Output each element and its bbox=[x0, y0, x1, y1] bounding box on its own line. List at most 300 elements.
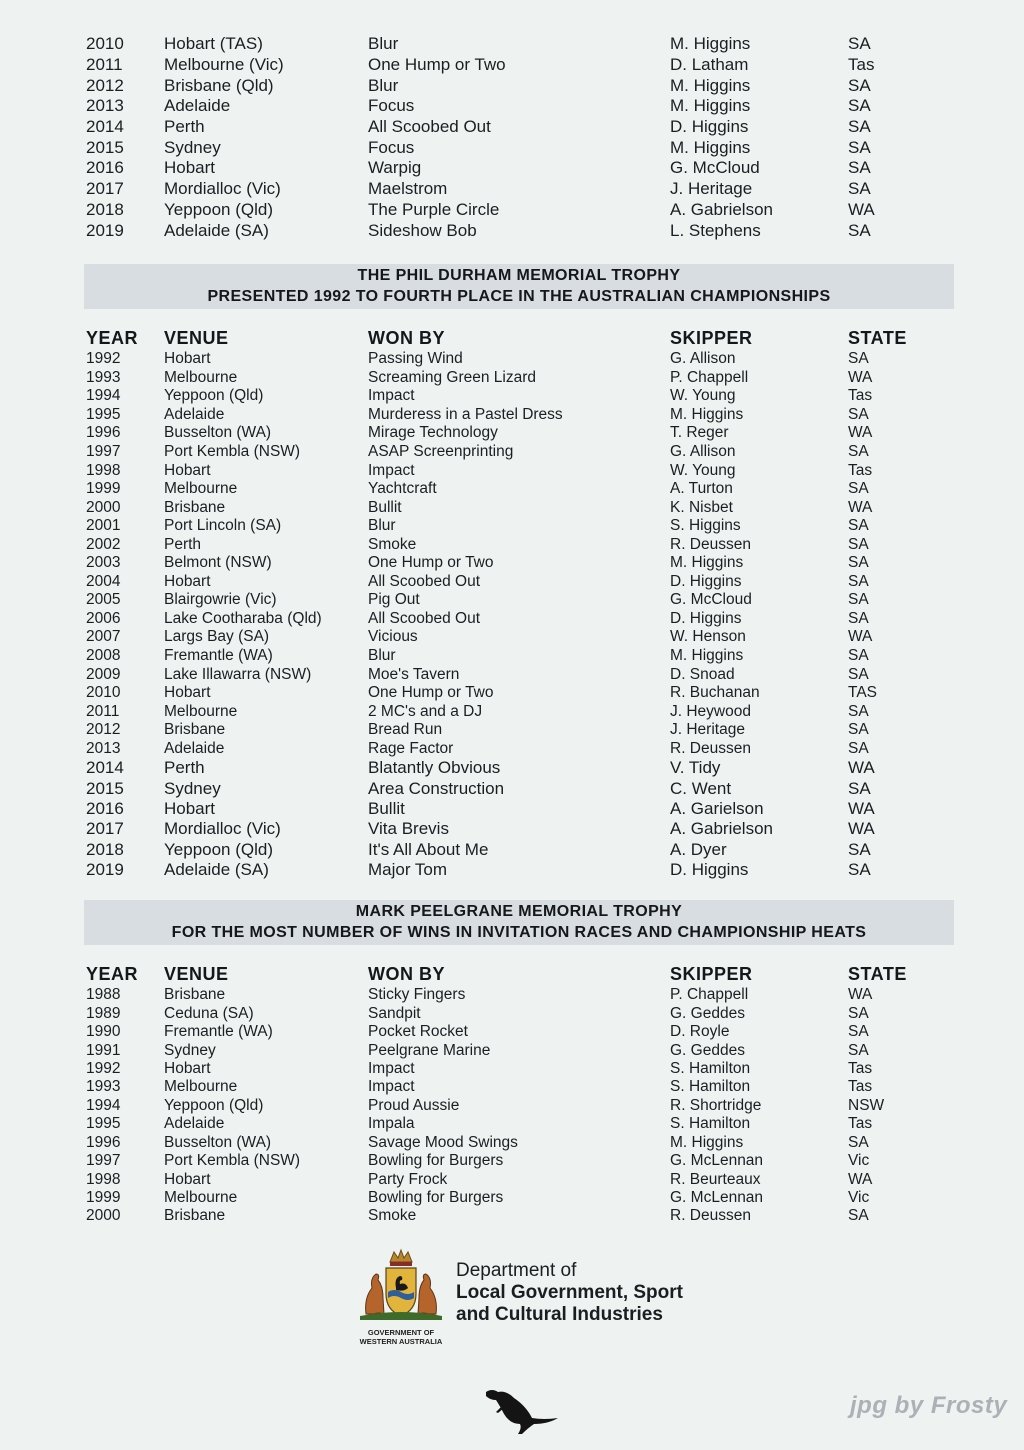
cell-skipper: R. Beurteaux bbox=[670, 1170, 761, 1188]
cell-state: SA bbox=[848, 739, 869, 757]
cell-skipper: L. Stephens bbox=[670, 220, 761, 240]
cell-skipper: R. Deussen bbox=[670, 1207, 751, 1225]
cell-skipper: S. Hamilton bbox=[670, 1059, 751, 1077]
cell-won-by: Blatantly Obvious bbox=[368, 758, 501, 778]
cell-skipper: C. Went bbox=[670, 778, 732, 798]
cell-won-by: Maelstrom bbox=[368, 179, 448, 199]
cell-year: 2002 bbox=[86, 535, 121, 553]
cell-won-by: Sideshow Bob bbox=[368, 220, 477, 240]
cell-year: 2016 bbox=[86, 158, 124, 178]
cell-won-by: Peelgrane Marine bbox=[368, 1041, 491, 1059]
cell-state: SA bbox=[848, 721, 869, 739]
cell-year: 1995 bbox=[86, 405, 121, 423]
header-state: STATE bbox=[848, 327, 907, 348]
cell-venue: Sydney bbox=[164, 1041, 216, 1059]
cell-skipper: R. Shortridge bbox=[670, 1096, 762, 1114]
table-row bbox=[84, 573, 926, 592]
cell-won-by: Impact bbox=[368, 387, 415, 405]
kangaroo-icon bbox=[482, 1384, 562, 1436]
cell-state: Tas bbox=[848, 1115, 873, 1133]
cell-year: 1994 bbox=[86, 1096, 121, 1114]
cell-state: SA bbox=[848, 1041, 869, 1059]
cell-state: WA bbox=[848, 368, 873, 386]
department-footer bbox=[350, 1248, 750, 1348]
cell-won-by: Major Tom bbox=[368, 860, 448, 880]
cell-year: 1999 bbox=[86, 1189, 121, 1207]
cell-state: WA bbox=[848, 819, 875, 839]
cell-year: 1997 bbox=[86, 443, 121, 460]
cell-state: SA bbox=[848, 665, 869, 683]
cell-won-by: Blur bbox=[368, 34, 399, 54]
table-row bbox=[84, 369, 926, 388]
cell-year: 2017 bbox=[86, 179, 124, 199]
cell-venue: Sydney bbox=[164, 137, 221, 157]
cell-venue: Fremantle (WA) bbox=[164, 647, 273, 665]
cell-venue: Adelaide bbox=[164, 739, 225, 757]
cell-year: 2000 bbox=[86, 498, 121, 516]
phil-durham-table-body bbox=[84, 350, 926, 880]
cell-state: SA bbox=[848, 1023, 869, 1041]
cell-venue: Hobart bbox=[164, 1170, 211, 1188]
cell-state: SA bbox=[848, 778, 871, 798]
table-row bbox=[84, 778, 926, 798]
phil-durham-trophy-banner bbox=[84, 264, 954, 309]
table-row bbox=[84, 1170, 926, 1188]
cell-won-by: Smoke bbox=[368, 1207, 417, 1225]
cell-won-by: Area Construction bbox=[368, 778, 505, 798]
cell-venue: Brisbane (Qld) bbox=[164, 75, 274, 95]
cell-state: WA bbox=[848, 758, 875, 778]
cell-skipper: A. Gabrielson bbox=[670, 819, 773, 839]
cell-venue: Brisbane bbox=[164, 1207, 226, 1225]
table-row bbox=[84, 137, 926, 158]
cell-year: 1988 bbox=[86, 986, 121, 1004]
cell-venue: Busselton (WA) bbox=[164, 424, 272, 442]
cell-year: 1993 bbox=[86, 1078, 121, 1096]
cell-venue: Blairgowrie (Vic) bbox=[164, 591, 277, 609]
cell-state: SA bbox=[848, 517, 869, 535]
cell-venue: Brisbane bbox=[164, 721, 226, 739]
photo-credit-watermark: jpg by Frosty bbox=[850, 1392, 1008, 1419]
cell-state: SA bbox=[848, 480, 869, 498]
cell-year: 2011 bbox=[86, 55, 123, 75]
cell-year: 1992 bbox=[86, 350, 121, 368]
header-skipper: SKIPPER bbox=[670, 327, 753, 348]
cell-year: 1992 bbox=[86, 1059, 121, 1077]
cell-won-by: Bowling for Burgers bbox=[368, 1152, 504, 1170]
cell-won-by: 2 MC's and a DJ bbox=[368, 702, 483, 720]
table-row bbox=[84, 424, 926, 443]
cell-venue: Hobart bbox=[164, 350, 211, 368]
cell-year: 2009 bbox=[86, 665, 121, 683]
cell-venue: Brisbane bbox=[164, 498, 226, 516]
table-row bbox=[84, 179, 926, 200]
table-row bbox=[84, 628, 926, 647]
cell-year: 2016 bbox=[86, 799, 124, 818]
table-row bbox=[84, 721, 926, 740]
table-header-row bbox=[84, 326, 926, 350]
header-skipper: SKIPPER bbox=[670, 963, 753, 984]
mark-peelgrane-trophy-banner bbox=[84, 900, 954, 945]
cell-year: 1995 bbox=[86, 1115, 121, 1133]
table-row bbox=[84, 1023, 926, 1041]
cell-venue: Melbourne (Vic) bbox=[164, 55, 284, 75]
cell-venue: Yeppoon (Qld) bbox=[164, 387, 264, 405]
cell-skipper: J. Heritage bbox=[670, 179, 753, 199]
cell-state: SA bbox=[848, 554, 869, 572]
cell-venue: Perth bbox=[164, 758, 205, 778]
table-row bbox=[84, 739, 926, 758]
department-name-line-2: Local Government, Sport bbox=[456, 1282, 683, 1303]
cell-venue: Largs Bay (SA) bbox=[164, 628, 270, 646]
cell-skipper: G. Geddes bbox=[670, 1041, 745, 1059]
cell-year: 2001 bbox=[86, 517, 121, 535]
cell-state: SA bbox=[848, 839, 871, 859]
cell-venue: Yeppoon (Qld) bbox=[164, 839, 274, 859]
cell-skipper: M. Higgins bbox=[670, 137, 751, 157]
cell-skipper: W. Henson bbox=[670, 628, 746, 646]
cell-won-by: Pig Out bbox=[368, 591, 420, 609]
cell-won-by: Rage Factor bbox=[368, 739, 454, 757]
cell-won-by: Blur bbox=[368, 647, 396, 665]
table-row bbox=[84, 117, 926, 138]
table-row bbox=[84, 1115, 926, 1133]
cell-skipper: T. Reger bbox=[670, 424, 729, 442]
cell-won-by: Passing Wind bbox=[368, 350, 463, 368]
results-table-continued-body bbox=[84, 34, 926, 241]
table-row bbox=[84, 158, 926, 179]
cell-venue: Yeppoon (Qld) bbox=[164, 1096, 264, 1114]
cell-skipper: D. Higgins bbox=[670, 572, 742, 590]
cell-state: SA bbox=[848, 591, 869, 609]
table-row bbox=[84, 1060, 926, 1078]
cell-year: 1994 bbox=[86, 387, 121, 405]
cell-venue: Ceduna (SA) bbox=[164, 1004, 254, 1022]
header-venue: VENUE bbox=[164, 327, 229, 348]
crest-caption bbox=[350, 1328, 452, 1346]
cell-skipper: G. Geddes bbox=[670, 1004, 745, 1022]
cell-state: WA bbox=[848, 799, 875, 818]
cell-skipper: K. Nisbet bbox=[670, 498, 733, 516]
table-row bbox=[84, 498, 926, 517]
cell-won-by: Warpig bbox=[368, 158, 422, 178]
cell-year: 2014 bbox=[86, 758, 124, 778]
cell-year: 1998 bbox=[86, 1170, 121, 1188]
cell-won-by: Yachtcraft bbox=[368, 480, 437, 498]
cell-won-by: Savage Mood Swings bbox=[368, 1133, 518, 1151]
table-row bbox=[84, 1078, 926, 1096]
cell-won-by: Impact bbox=[368, 461, 415, 479]
cell-venue: Lake Cootharaba (Qld) bbox=[164, 609, 322, 627]
cell-state: SA bbox=[848, 609, 869, 627]
cell-won-by: One Hump or Two bbox=[368, 554, 494, 572]
cell-won-by: Smoke bbox=[368, 535, 417, 553]
cell-year: 1996 bbox=[86, 1133, 121, 1151]
table-row bbox=[84, 1004, 926, 1022]
cell-skipper: D. Higgins bbox=[670, 860, 749, 880]
cell-year: 1990 bbox=[86, 1023, 121, 1041]
table-row bbox=[84, 610, 926, 629]
cell-skipper: R. Deussen bbox=[670, 739, 751, 757]
cell-venue: Adelaide (SA) bbox=[164, 220, 269, 240]
table-row bbox=[84, 480, 926, 499]
cell-skipper: G. McCloud bbox=[670, 158, 760, 178]
cell-skipper: A. Dyer bbox=[670, 839, 727, 859]
header-year: YEAR bbox=[86, 327, 139, 348]
cell-year: 2000 bbox=[86, 1207, 121, 1225]
cell-venue: Hobart bbox=[164, 572, 211, 590]
cell-won-by: Focus bbox=[368, 137, 415, 157]
cell-venue: Mordialloc (Vic) bbox=[164, 179, 281, 199]
cell-won-by: Sticky Fingers bbox=[368, 986, 466, 1004]
cell-skipper: V. Tidy bbox=[670, 758, 721, 778]
cell-won-by: Focus bbox=[368, 96, 415, 116]
cell-won-by: Impact bbox=[368, 1059, 415, 1077]
cell-won-by: Moe's Tavern bbox=[368, 665, 460, 683]
cell-skipper: S. Hamilton bbox=[670, 1115, 751, 1133]
cell-won-by: All Scoobed Out bbox=[368, 572, 481, 590]
cell-skipper: P. Chappell bbox=[670, 368, 749, 386]
cell-year: 1998 bbox=[86, 461, 121, 479]
department-name-line-3: and Cultural Industries bbox=[456, 1304, 663, 1325]
cell-state: WA bbox=[848, 424, 873, 442]
crest-caption-line-2: WESTERN AUSTRALIA bbox=[359, 1337, 443, 1346]
cell-state: Tas bbox=[848, 1059, 873, 1077]
cell-state: SA bbox=[848, 158, 871, 178]
cell-year: 2012 bbox=[86, 721, 121, 739]
table-row bbox=[84, 860, 926, 880]
cell-skipper: M. Higgins bbox=[670, 405, 744, 423]
cell-venue: Mordialloc (Vic) bbox=[164, 819, 281, 839]
cell-state: WA bbox=[848, 628, 873, 646]
cell-venue: Melbourne bbox=[164, 480, 238, 498]
cell-skipper: D. Higgins bbox=[670, 609, 742, 627]
cell-won-by: Proud Aussie bbox=[368, 1096, 460, 1114]
table-row bbox=[84, 819, 926, 839]
cell-venue: Belmont (NSW) bbox=[164, 554, 272, 572]
table-row bbox=[84, 840, 926, 860]
cell-state: SA bbox=[848, 137, 871, 157]
cell-year: 2004 bbox=[86, 572, 121, 590]
cell-venue: Adelaide bbox=[164, 405, 225, 423]
cell-skipper: J. Heywood bbox=[670, 702, 751, 720]
cell-skipper: G. McLennan bbox=[670, 1189, 764, 1207]
table-row bbox=[84, 799, 926, 819]
cell-state: Tas bbox=[848, 1078, 873, 1096]
table-row bbox=[84, 986, 926, 1004]
cell-year: 2006 bbox=[86, 609, 121, 627]
cell-venue: Hobart (TAS) bbox=[164, 34, 263, 54]
cell-won-by: All Scoobed Out bbox=[368, 609, 481, 627]
cell-skipper: D. Snoad bbox=[670, 665, 735, 683]
cell-skipper: G. Allison bbox=[670, 350, 736, 368]
cell-won-by: Impala bbox=[368, 1115, 415, 1133]
table-row bbox=[84, 665, 926, 684]
cell-year: 2008 bbox=[86, 647, 121, 665]
phil-durham-table bbox=[84, 326, 926, 880]
cell-state: WA bbox=[848, 1170, 873, 1188]
cell-venue: Perth bbox=[164, 117, 205, 137]
cell-venue: Melbourne bbox=[164, 1189, 238, 1207]
cell-state: SA bbox=[848, 702, 869, 720]
mark-peelgrane-trophy-title: MARK PEELGRANE MEMORIAL TROPHY bbox=[355, 903, 683, 920]
table-row bbox=[84, 702, 926, 721]
cell-venue: Fremantle (WA) bbox=[164, 1023, 273, 1041]
cell-venue: Yeppoon (Qld) bbox=[164, 199, 274, 219]
cell-won-by: Bowling for Burgers bbox=[368, 1189, 504, 1207]
cell-venue: Adelaide (SA) bbox=[164, 860, 269, 880]
cell-year: 1996 bbox=[86, 424, 121, 442]
cell-venue: Lake Illawarra (NSW) bbox=[164, 665, 312, 683]
table-row bbox=[84, 554, 926, 573]
cell-skipper: S. Hamilton bbox=[670, 1078, 751, 1096]
table-row bbox=[84, 1041, 926, 1059]
cell-year: 2003 bbox=[86, 554, 121, 572]
cell-skipper: D. Latham bbox=[670, 55, 749, 75]
mark-peelgrane-trophy-subtitle: FOR THE MOST NUMBER OF WINS IN INVITATION RACES AND CHAMPIONSHIP HEATS bbox=[171, 924, 867, 941]
cell-skipper: M. Higgins bbox=[670, 75, 751, 95]
cell-state: SA bbox=[848, 535, 869, 553]
cell-won-by: Pocket Rocket bbox=[368, 1023, 468, 1041]
cell-skipper: R. Buchanan bbox=[670, 684, 760, 702]
cell-skipper: A. Turton bbox=[670, 480, 733, 498]
cell-year: 2007 bbox=[86, 628, 121, 646]
table-row bbox=[84, 461, 926, 480]
cell-venue: Perth bbox=[164, 535, 202, 553]
cell-year: 2010 bbox=[86, 684, 121, 702]
cell-venue: Port Kembla (NSW) bbox=[164, 1152, 301, 1170]
cell-year: 2005 bbox=[86, 591, 121, 609]
table-row bbox=[84, 75, 926, 96]
cell-state: Vic bbox=[848, 1152, 870, 1170]
table-row bbox=[84, 55, 926, 76]
cell-year: 1989 bbox=[86, 1004, 121, 1022]
table-row bbox=[84, 647, 926, 666]
cell-skipper: J. Heritage bbox=[670, 721, 745, 739]
table-row bbox=[84, 591, 926, 610]
cell-skipper: W. Young bbox=[670, 461, 736, 479]
results-table-continued bbox=[84, 34, 926, 241]
cell-state: Tas bbox=[848, 55, 875, 75]
table-row bbox=[84, 406, 926, 425]
table-row bbox=[84, 220, 926, 241]
cell-state: SA bbox=[848, 350, 869, 368]
cell-venue: Hobart bbox=[164, 799, 216, 818]
cell-year: 1997 bbox=[86, 1152, 121, 1170]
cell-won-by: Blur bbox=[368, 75, 399, 95]
cell-state: SA bbox=[848, 34, 871, 54]
cell-state: Tas bbox=[848, 387, 873, 405]
cell-venue: Melbourne bbox=[164, 368, 238, 386]
table-row bbox=[84, 443, 926, 462]
cell-state: TAS bbox=[848, 684, 877, 702]
cell-venue: Hobart bbox=[164, 684, 211, 702]
cell-skipper: M. Higgins bbox=[670, 34, 751, 54]
cell-year: 2013 bbox=[86, 739, 121, 757]
cell-state: SA bbox=[848, 647, 869, 665]
cell-skipper: G. McLennan bbox=[670, 1152, 764, 1170]
cell-year: 1999 bbox=[86, 480, 121, 498]
crest-caption-line-1: GOVERNMENT OF bbox=[367, 1328, 435, 1337]
cell-skipper: P. Chappell bbox=[670, 986, 749, 1004]
cell-state: SA bbox=[848, 96, 871, 116]
cell-won-by: Mirage Technology bbox=[368, 424, 498, 442]
cell-state: WA bbox=[848, 498, 873, 516]
cell-state: SA bbox=[848, 1207, 869, 1225]
cell-won-by: Bullit bbox=[368, 799, 405, 818]
cell-state: SA bbox=[848, 572, 869, 590]
header-venue: VENUE bbox=[164, 963, 229, 984]
phil-durham-trophy-subtitle: PRESENTED 1992 TO FOURTH PLACE IN THE AUSTRALIAN CHAMPIONSHIPS bbox=[207, 288, 831, 305]
cell-state: SA bbox=[848, 117, 871, 137]
cell-venue: Adelaide bbox=[164, 96, 231, 116]
cell-won-by: Bullit bbox=[368, 498, 402, 516]
table-row bbox=[84, 1097, 926, 1115]
cell-year: 2018 bbox=[86, 199, 124, 219]
cell-skipper: G. Allison bbox=[670, 443, 736, 460]
cell-venue: Hobart bbox=[164, 1059, 211, 1077]
cell-year: 2011 bbox=[86, 702, 120, 720]
cell-venue: Hobart bbox=[164, 461, 211, 479]
header-state: STATE bbox=[848, 963, 907, 984]
cell-year: 1991 bbox=[86, 1041, 121, 1059]
cell-year: 2019 bbox=[86, 860, 124, 880]
cell-venue: Port Kembla (NSW) bbox=[164, 443, 301, 460]
cell-won-by: ASAP Screenprinting bbox=[368, 443, 514, 460]
table-row bbox=[84, 684, 926, 703]
cell-venue: Busselton (WA) bbox=[164, 1133, 272, 1151]
cell-won-by: Murderess in a Pastel Dress bbox=[368, 405, 563, 423]
cell-year: 2013 bbox=[86, 96, 124, 116]
cell-skipper: D. Royle bbox=[670, 1023, 730, 1041]
table-row bbox=[84, 34, 926, 55]
cell-state: SA bbox=[848, 405, 869, 423]
table-row bbox=[84, 517, 926, 536]
table-row bbox=[84, 387, 926, 406]
mark-peelgrane-table bbox=[84, 962, 926, 1226]
cell-skipper: G. McCloud bbox=[670, 591, 752, 609]
cell-won-by: Screaming Green Lizard bbox=[368, 368, 536, 386]
cell-skipper: M. Higgins bbox=[670, 96, 751, 116]
table-row bbox=[84, 1134, 926, 1152]
cell-state: SA bbox=[848, 220, 871, 240]
cell-skipper: D. Higgins bbox=[670, 117, 749, 137]
cell-state: WA bbox=[848, 199, 875, 219]
cell-state: SA bbox=[848, 443, 869, 460]
table-header-row bbox=[84, 962, 926, 986]
cell-year: 2017 bbox=[86, 819, 124, 839]
cell-skipper: A. Gabrielson bbox=[670, 199, 773, 219]
cell-venue: Sydney bbox=[164, 778, 221, 798]
cell-won-by: Party Frock bbox=[368, 1170, 448, 1188]
table-row bbox=[84, 758, 926, 778]
cell-won-by: It's All About Me bbox=[368, 839, 489, 859]
cell-skipper: R. Deussen bbox=[670, 535, 751, 553]
cell-venue: Hobart bbox=[164, 158, 216, 178]
table-row bbox=[84, 96, 926, 117]
cell-won-by: All Scoobed Out bbox=[368, 117, 491, 137]
cell-won-by: Bread Run bbox=[368, 721, 443, 739]
cell-won-by: Sandpit bbox=[368, 1004, 421, 1022]
cell-year: 2012 bbox=[86, 75, 124, 95]
cell-venue: Port Lincoln (SA) bbox=[164, 517, 282, 535]
cell-won-by: Vita Brevis bbox=[368, 819, 449, 839]
table-row bbox=[84, 1207, 926, 1225]
cell-skipper: M. Higgins bbox=[670, 554, 744, 572]
cell-won-by: The Purple Circle bbox=[368, 199, 500, 219]
cell-won-by: Impact bbox=[368, 1078, 415, 1096]
cell-venue: Melbourne bbox=[164, 1078, 238, 1096]
